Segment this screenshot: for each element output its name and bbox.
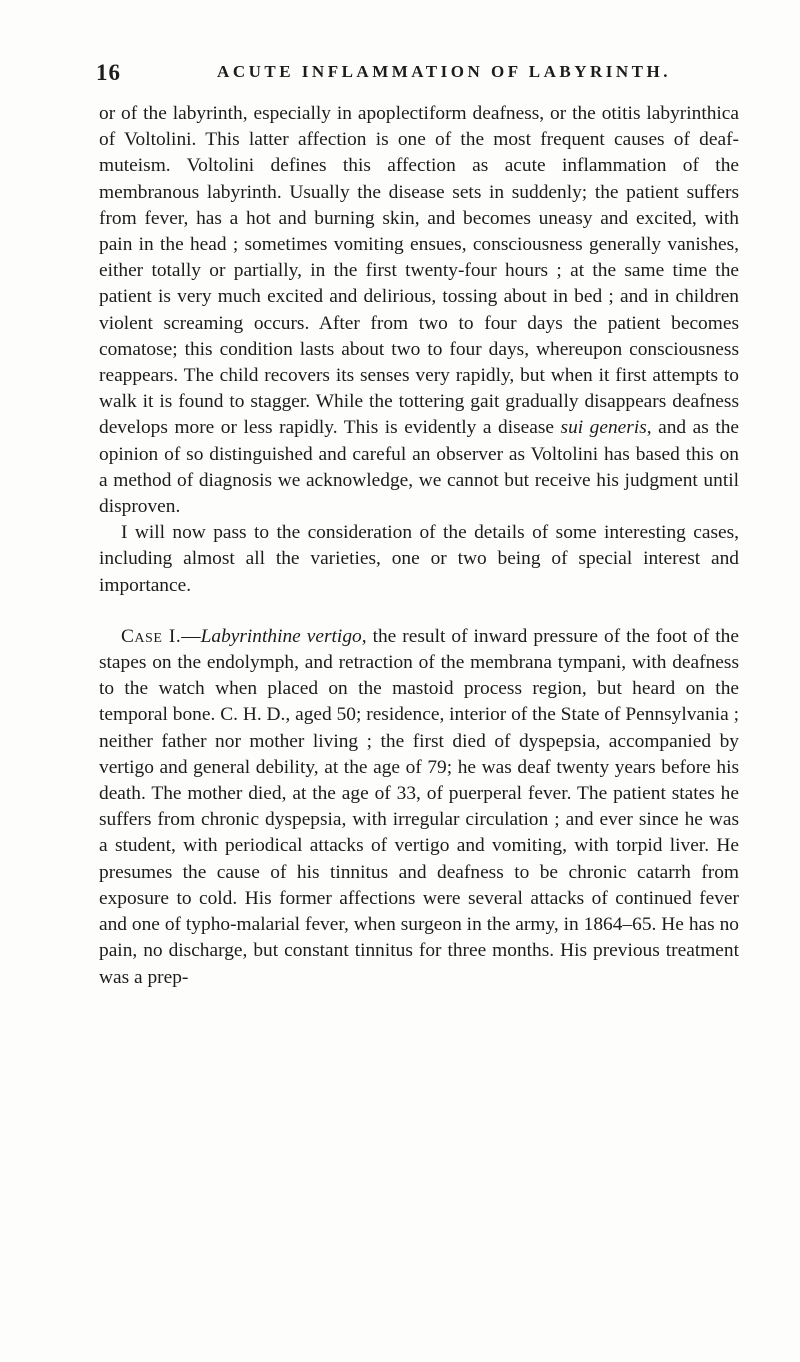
paragraph-text: , the result of inward pressure of the foot of the stapes on the endolymph, and retraction of the membrana tympani, with deafness to the watch when placed on the mastoid process region, but heard on the temporal bone. C. H. D., aged 50; residence, interior of the State of Pennsylvania ; neither father nor mother living ; the first died of dyspepsia, accompanied by vertigo and general debility, at the age of 79; he was deaf twenty years before his death. The mother died, at the age of 33, of puerperal fever. The patient states he suffers from chronic dyspepsia, with irregular circulation ; and ever since he was a student, with periodical attacks of vertigo and vomiting, with torpid liver. He presumes the cause of his tinnitus and deafness to be chronic catarrh from exposure to cold. His former affections were several attacks of continued fever and one of typho-malarial fever, when surgeon in the army, in 1864–65. He has no pain, no discharge, but constant tinnitus for three months. His previous treatment was a prep- [99, 625, 739, 988]
paragraph-case-one [99, 624, 739, 991]
paragraph-continuation [99, 101, 739, 520]
running-header [96, 60, 736, 84]
paragraph-text: or of the labyrinth, especially in apoplectiform deafness, or the otitis labyrinthica of Voltolini. This latter affection is one of the most frequent causes of deaf-muteism. Voltolini defines this affection as acute inflammation of the membranous labyrinth. Usually the disease sets in suddenly; the patient suffers from fever, has a hot and burning skin, and becomes uneasy and excited, with pain in the head ; sometimes vomiting ensues, consciousness generally vanishes, either totally or partially, in the first twenty-four hours ; at the same time the patient is very much excited and delirious, tossing about in bed ; and in children violent screaming occurs. After from two to four days the patient becomes comatose; this condition lasts about two to four days, whereupon consciousness reappears. The child recovers its senses very rapidly, but when it first attempts to walk it is found to stagger. While the tottering gait gradually disappears deafness develops more or less rapidly. This is evidently a disease [99, 103, 739, 439]
running-title: ACUTE INFLAMMATION OF LABYRINTH. [217, 62, 671, 81]
case-title: Labyrinthine vertigo [200, 625, 362, 647]
body-text [99, 101, 739, 991]
italic-phrase: sui generis [560, 417, 647, 439]
paragraph-text: , and as the opinion of so distinguished and careful an observer as Voltolini has based this on a method of diagnosis we acknowledge, we cannot but receive his judgment until disproven. [99, 417, 740, 518]
paragraph-transition: I will now pass to the consideration of the details of some interesting cases, including almost all the varieties, one or two being of special interest and importance. [99, 522, 739, 596]
page-number: 16 [96, 60, 121, 85]
case-label: Case I. [121, 625, 182, 647]
em-dash: — [181, 625, 201, 647]
